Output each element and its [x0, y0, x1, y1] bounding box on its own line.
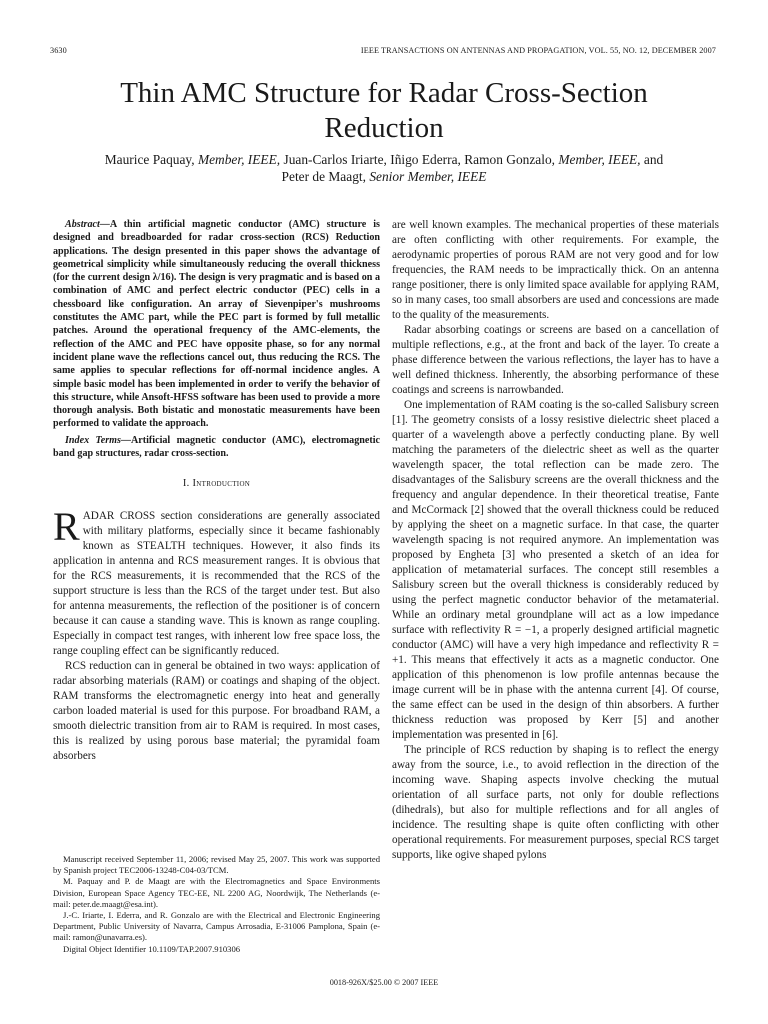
abstract-text: A thin artificial magnetic conductor (AMC) structure is designed and breadboarded for radar cross-section (RCS) Reduction applications. The design presented in this paper shows the advantage of geometrical simplicity while simultaneously reducing the overall thickness (for the current design λ/16). The design is very pragmatic and is based on a combination of AMC and perfect electric conductor (PEC) cells in a chessboard like configuration. An array of Sievenpiper's mushrooms constitutes the AMC part, while the PEC part is formed by full metallic patches. Around the operational frequency of the AMC-elements, the reflection of the AMC and PEC have opposite phase, so for any normal incident plane wave the reflections cancel out, thus reducing the RCS. The same applies to specular reflections for off-normal incidence angles. A simple basic model has been implemented in order to verify the behavior of this structure, while Ansoft-HFSS software has been used to provide a more thorough analysis. Both bistatic and monostatic measurements have been performed to validate the approach. — [53, 219, 380, 430]
author-name: Juan-Carlos Iriarte, — [283, 152, 387, 167]
author-membership: Member, IEEE, — [197, 152, 281, 167]
author-name: Ramon Gonzalo, — [464, 152, 555, 167]
footnote: J.-C. Iriarte, I. Ederra, and R. Gonzalo are with the Electrical and Electronic Engineering Department, Public University of Navarra, Campus Arrosadia, E-31006 Pamplona, Spain (e-mail: ramon@unavarra.es). — [53, 910, 380, 943]
author-membership: Member, IEEE, — [558, 152, 641, 167]
author-name: Maurice Paquay, — [104, 152, 195, 167]
section-number: I. — [182, 478, 190, 490]
author-name: Iñigo Ederra, — [390, 152, 461, 167]
body-paragraph: Radar absorbing coatings or screens are based on a cancellation of multiple reflections, e.g., at the front and back of the layer. To create a phase difference between the various reflections, the layer has to have a well defined thickness. Inherently, the absorbing performance of these coatings and screens is narrowbanded. — [392, 324, 719, 396]
body-paragraph: One implementation of RAM coating is the so-called Salisbury screen [1]. The geometry consists of a lossy resistive dielectric sheet placed a quarter of a wavelength above a perfectly conducting plane. By well matching the parameters of the dielectric sheet as well as the quarter wavelength spacer, the total reflection can be made zero. The disadvantages of the Salisbury screens are the overall thickness and the frequency and angular dependence. In their theoretical treatise, Fante and McCormack [2] showed that the overall thickness could be reduced by applying the sheet on a magnetic surface. In that case, the quarter wavelength spacing is not required anymore. An implementation was proposed by Engheta [3] who presented a sketch of an idea for application of metamaterial surfaces. The concept still resembles a Salisbury screen but the overall thickness is considerably reduced by using the perfect magnetic conductor behavior of the metamaterial. While an ordinary metal groundplane will act as a low impedance surface with reflectivity R = −1, a properly designed artificial magnetic conductor (AMC) will have a very high impedance and reflectivity R = +1. This means that effectively it acts as a magnetic conductor. One application of this phenomenon is low profile antennas because the image current will be in phase with the antenna current [4]. Of course, the same effect can be used in the design of thin absorbers. A further thickness reduction was proposed by Kerr [5] and another implementation was presented in [6]. — [392, 399, 719, 741]
paragraph-text: ADAR CROSS section considerations are generally associated with military platforms, especially since it became fashionably known as STEALTH techniques. However, it also finds its application in antenna and RCS measurement ranges. It is obvious that for the RCS measurements, it is recommended that the RCS of the support structure is less than the RCS of the target under test. But also for antenna measurements, the reflection of the positioner is of concern because it can cause a standing wave. This is known as range coupling. Especially in compact test ranges, with inherent low free space loss, the range coupling effect can be significantly reduced. — [53, 510, 380, 658]
body-paragraph: are well known examples. The mechanical properties of these materials are often conflicting with other requirements. For example, the aerodynamic properties of porous RAM are not very good and for low frequencies, the RAM needs to be impractically thick. On an antenna range positioner, there is only limited space available for applying RAM, so in many cases, too small absorbers are used and concessions are made to the quality of the measurements. — [392, 219, 720, 321]
copyright-footer: 0018-926X/$25.00 © 2007 IEEE — [329, 978, 439, 987]
author-name: Peter de Maagt, — [281, 169, 366, 184]
footnote: M. Paquay and P. de Maagt are with the Electromagnetics and Space Environments Division, European Space Agency TEC-EE, NL 2200 AG, Noordwijk, The Netherlands (e-mail: peter.de.maagt@esa.int). — [53, 876, 380, 909]
abstract — [53, 218, 380, 431]
abstract-label: Abstract— — [65, 219, 110, 230]
journal-name: IEEE TRANSACTIONS ON ANTENNAS AND PROPAGATION, VOL. 55, NO. 12, DECEMBER 2007 — [360, 46, 716, 55]
index-terms-label: Index Terms— — [65, 434, 131, 446]
footnote: Manuscript received September 11, 2006; revised May 25, 2007. This work was supported by Spanish project TEC2006-13248-C04-03/TCM. — [53, 854, 380, 876]
running-header — [50, 46, 716, 58]
section-heading — [53, 476, 380, 491]
section-title: Introduction — [192, 478, 251, 490]
footnotes — [53, 854, 380, 955]
drop-cap: R — [53, 504, 80, 550]
right-column — [392, 218, 719, 863]
paper-title: Thin AMC Structure for Radar Cross-Section Reduction — [120, 77, 648, 144]
index-terms — [53, 434, 380, 461]
footnote: Digital Object Identifier 10.1109/TAP.2007.910306 — [63, 943, 241, 954]
author-membership: Senior Member, IEEE — [369, 169, 487, 184]
body-paragraph: The principle of RCS reduction by shaping is to reflect the energy away from the source, i.e., to avoid reflection in the direction of the incoming wave. Shaping aspects involve checking the mutual orientation of all surface parts, not only for double reflections (dihedrals), but also for multiple reflections and for all angles of incidence. The resulting shape is quite often conflicting with other operational requirements. For measurement purposes, special RCS target supports, like ogive shaped pylons — [392, 744, 719, 861]
index-terms-text: Artificial magnetic conductor (AMC), electromagnetic band gap structures, radar cross-section. — [53, 434, 380, 460]
body-paragraph: RCS reduction can in general be obtained in two ways: application of radar absorbing materials (RAM) or coatings and shaping of the object. RAM transforms the electromagnetic energy into heat and generally carbon loaded material is used for this purpose. For broadband RAM, a smooth dielectric transition from air to RAM is required. In most cases, this is realized by using porous base material; the pyramidal foam absorbers — [53, 660, 380, 763]
intro-paragraph — [53, 504, 380, 659]
page-number: 3630 — [50, 46, 67, 55]
author-list — [60, 151, 708, 185]
author-conjunction: and — [643, 152, 664, 167]
left-column — [53, 218, 380, 764]
